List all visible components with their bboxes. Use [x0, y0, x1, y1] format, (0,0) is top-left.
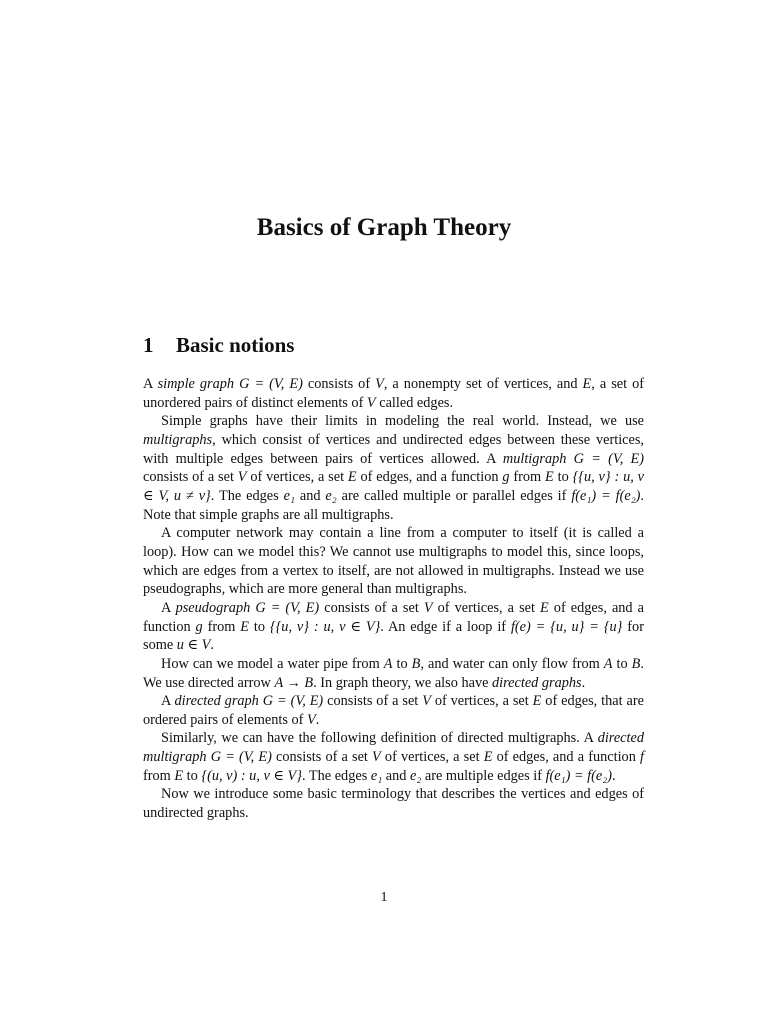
inline-math: E [582, 376, 592, 392]
text-run: to [553, 469, 573, 486]
text-run: called edges. [375, 394, 454, 411]
inline-math: {{u, v} : u, v ∈ V, u ≠ v} [143, 469, 644, 504]
inline-math: E [483, 749, 493, 766]
text-run: Now we introduce some basic terminology that describes the vertices and edges of undirected graphs. [143, 786, 644, 822]
text-run: from [509, 469, 546, 486]
inline-math: f(e) = {u, u} = {u} [510, 618, 623, 635]
inline-math: V [422, 693, 431, 710]
inline-math: f(e₁) = f(e₂) [571, 487, 641, 504]
text-run: of vertices, a set [432, 599, 541, 616]
text-run: to [183, 767, 202, 784]
document-title: Basics of Graph Theory [256, 214, 512, 241]
inline-math: E [347, 469, 357, 486]
text-run: of vertices, a set [246, 469, 348, 486]
text-run: . [611, 767, 616, 784]
text-run: Simple graphs have their limits in modeling the real world. Instead, we use [161, 413, 644, 430]
text-run: , a nonempty set of vertices, and [383, 376, 583, 392]
paragraph [143, 785, 644, 822]
inline-math: V [366, 394, 376, 411]
text-run: A [161, 599, 176, 616]
text-run: . Note that simple graphs are all multigraphs. [143, 487, 644, 523]
inline-math: E [240, 618, 249, 635]
text-run: of edges, that are ordered pairs of elements of [143, 693, 644, 728]
inline-math: {{u, v} : u, v ∈ V} [269, 618, 381, 635]
text-run: . We use directed arrow [143, 655, 644, 691]
inline-math: G = (V, E) [262, 693, 324, 710]
section-heading [143, 333, 294, 358]
inline-math: {(u, v) : u, v ∈ V} [201, 767, 303, 784]
text-run: , which consist of vertices and undirected edges between these vertices, with multiple edges between pairs of vertices allowed. A [143, 431, 644, 467]
text-run: . [315, 711, 320, 728]
inline-math: e₁ [283, 487, 295, 504]
emphasized-term: multigraph [502, 450, 567, 467]
text-run: to [248, 618, 270, 635]
inline-math: E [174, 767, 184, 784]
text-run: consists of a set [143, 469, 238, 486]
inline-math: G = (V, E) [573, 450, 644, 467]
text-run: are called multiple or parallel edges if [336, 487, 572, 504]
text-run: of edges, and a function [492, 749, 641, 766]
text-run: How can we model a water pipe from [161, 655, 384, 672]
emphasized-term: directed graph [174, 693, 259, 710]
inline-math: A → B [274, 674, 314, 691]
inline-math: B [631, 655, 641, 672]
text-run: . In graph theory, we also have [313, 674, 493, 691]
text-run: . [581, 674, 586, 691]
text-run: to [392, 655, 412, 672]
text-run: from [143, 767, 175, 784]
inline-math: B [411, 655, 421, 672]
inline-math: E [545, 469, 554, 486]
inline-math: A [603, 655, 613, 672]
text-run: consists of [302, 376, 376, 392]
text-run: . An edge if a loop if [380, 618, 511, 635]
inline-math: V [375, 376, 384, 392]
inline-math: e₁ [370, 767, 383, 784]
paragraph [143, 655, 644, 692]
inline-math: g [502, 469, 510, 486]
inline-math: e₂ [409, 767, 422, 784]
text-run: Similarly, we can have the following definition of directed multigraphs. A [161, 730, 598, 747]
paragraph [143, 729, 644, 785]
text-run: of edges, and a function [356, 469, 503, 486]
inline-math: V [423, 599, 433, 616]
paragraph [143, 692, 644, 729]
emphasized-term: directed graphs [492, 674, 582, 691]
text-run: of vertices, a set [430, 693, 533, 710]
text-run: to [612, 655, 632, 672]
inline-math: G = (V, E) [255, 599, 320, 616]
text-run: and [382, 767, 410, 784]
inline-math: E [532, 693, 542, 710]
text-run: , and water can only flow from [420, 655, 604, 672]
inline-math: g [195, 618, 203, 635]
text-run: are multiple edges if [421, 767, 546, 784]
text-run: for some [143, 618, 644, 654]
inline-math: G = (V, E) [210, 749, 272, 766]
text-run: consists of a set [271, 749, 373, 766]
text-run: A computer network may contain a line from a computer to itself (it is called a loop). How can we model this? We cannot use multigraphs to model this, since loops, which are edges from a vertex to itself, are not allowed in multigraphs. Instead we use pseudographs, which are more general than multigraphs. [143, 525, 644, 598]
inline-math: V [306, 711, 316, 728]
inline-math: E [540, 599, 549, 616]
text-run: . [210, 637, 214, 654]
emphasized-term: multigraphs [143, 431, 213, 448]
body-text [143, 375, 644, 823]
emphasized-term: simple graph [157, 376, 235, 392]
section-title: Basic notions [176, 333, 295, 357]
text-run: A [161, 693, 175, 710]
text-run: , a set of unordered pairs of distinct elements of [143, 376, 645, 411]
text-run: from [202, 618, 241, 635]
text-run: A [143, 376, 158, 392]
emphasized-term: directed multigraph [143, 730, 644, 766]
text-run: of edges, and a function [143, 599, 644, 635]
text-run: of vertices, a set [380, 749, 484, 766]
page-number: 1 [380, 890, 388, 905]
text-run: and [294, 487, 326, 504]
paragraph [143, 375, 644, 412]
section-number: 1 [143, 333, 154, 357]
text-run: consists of a set [323, 693, 423, 710]
inline-math: u ∈ V [176, 637, 211, 654]
inline-math: A [383, 655, 393, 672]
inline-math: V [237, 469, 247, 486]
paragraph [143, 412, 644, 524]
paragraph [143, 524, 644, 599]
text-run: consists of a set [319, 599, 424, 616]
inline-math: V [372, 749, 381, 766]
inline-math: f(e₁) = f(e₂) [545, 767, 612, 784]
emphasized-term: pseudograph [175, 599, 251, 616]
text-run: . The edges [302, 767, 371, 784]
text-run: . The edges [210, 487, 284, 504]
paragraph [143, 599, 644, 655]
inline-math: e₂ [325, 487, 337, 504]
inline-math: f [640, 749, 644, 766]
text-run [566, 451, 573, 467]
inline-math: G = (V, E) [239, 376, 303, 392]
